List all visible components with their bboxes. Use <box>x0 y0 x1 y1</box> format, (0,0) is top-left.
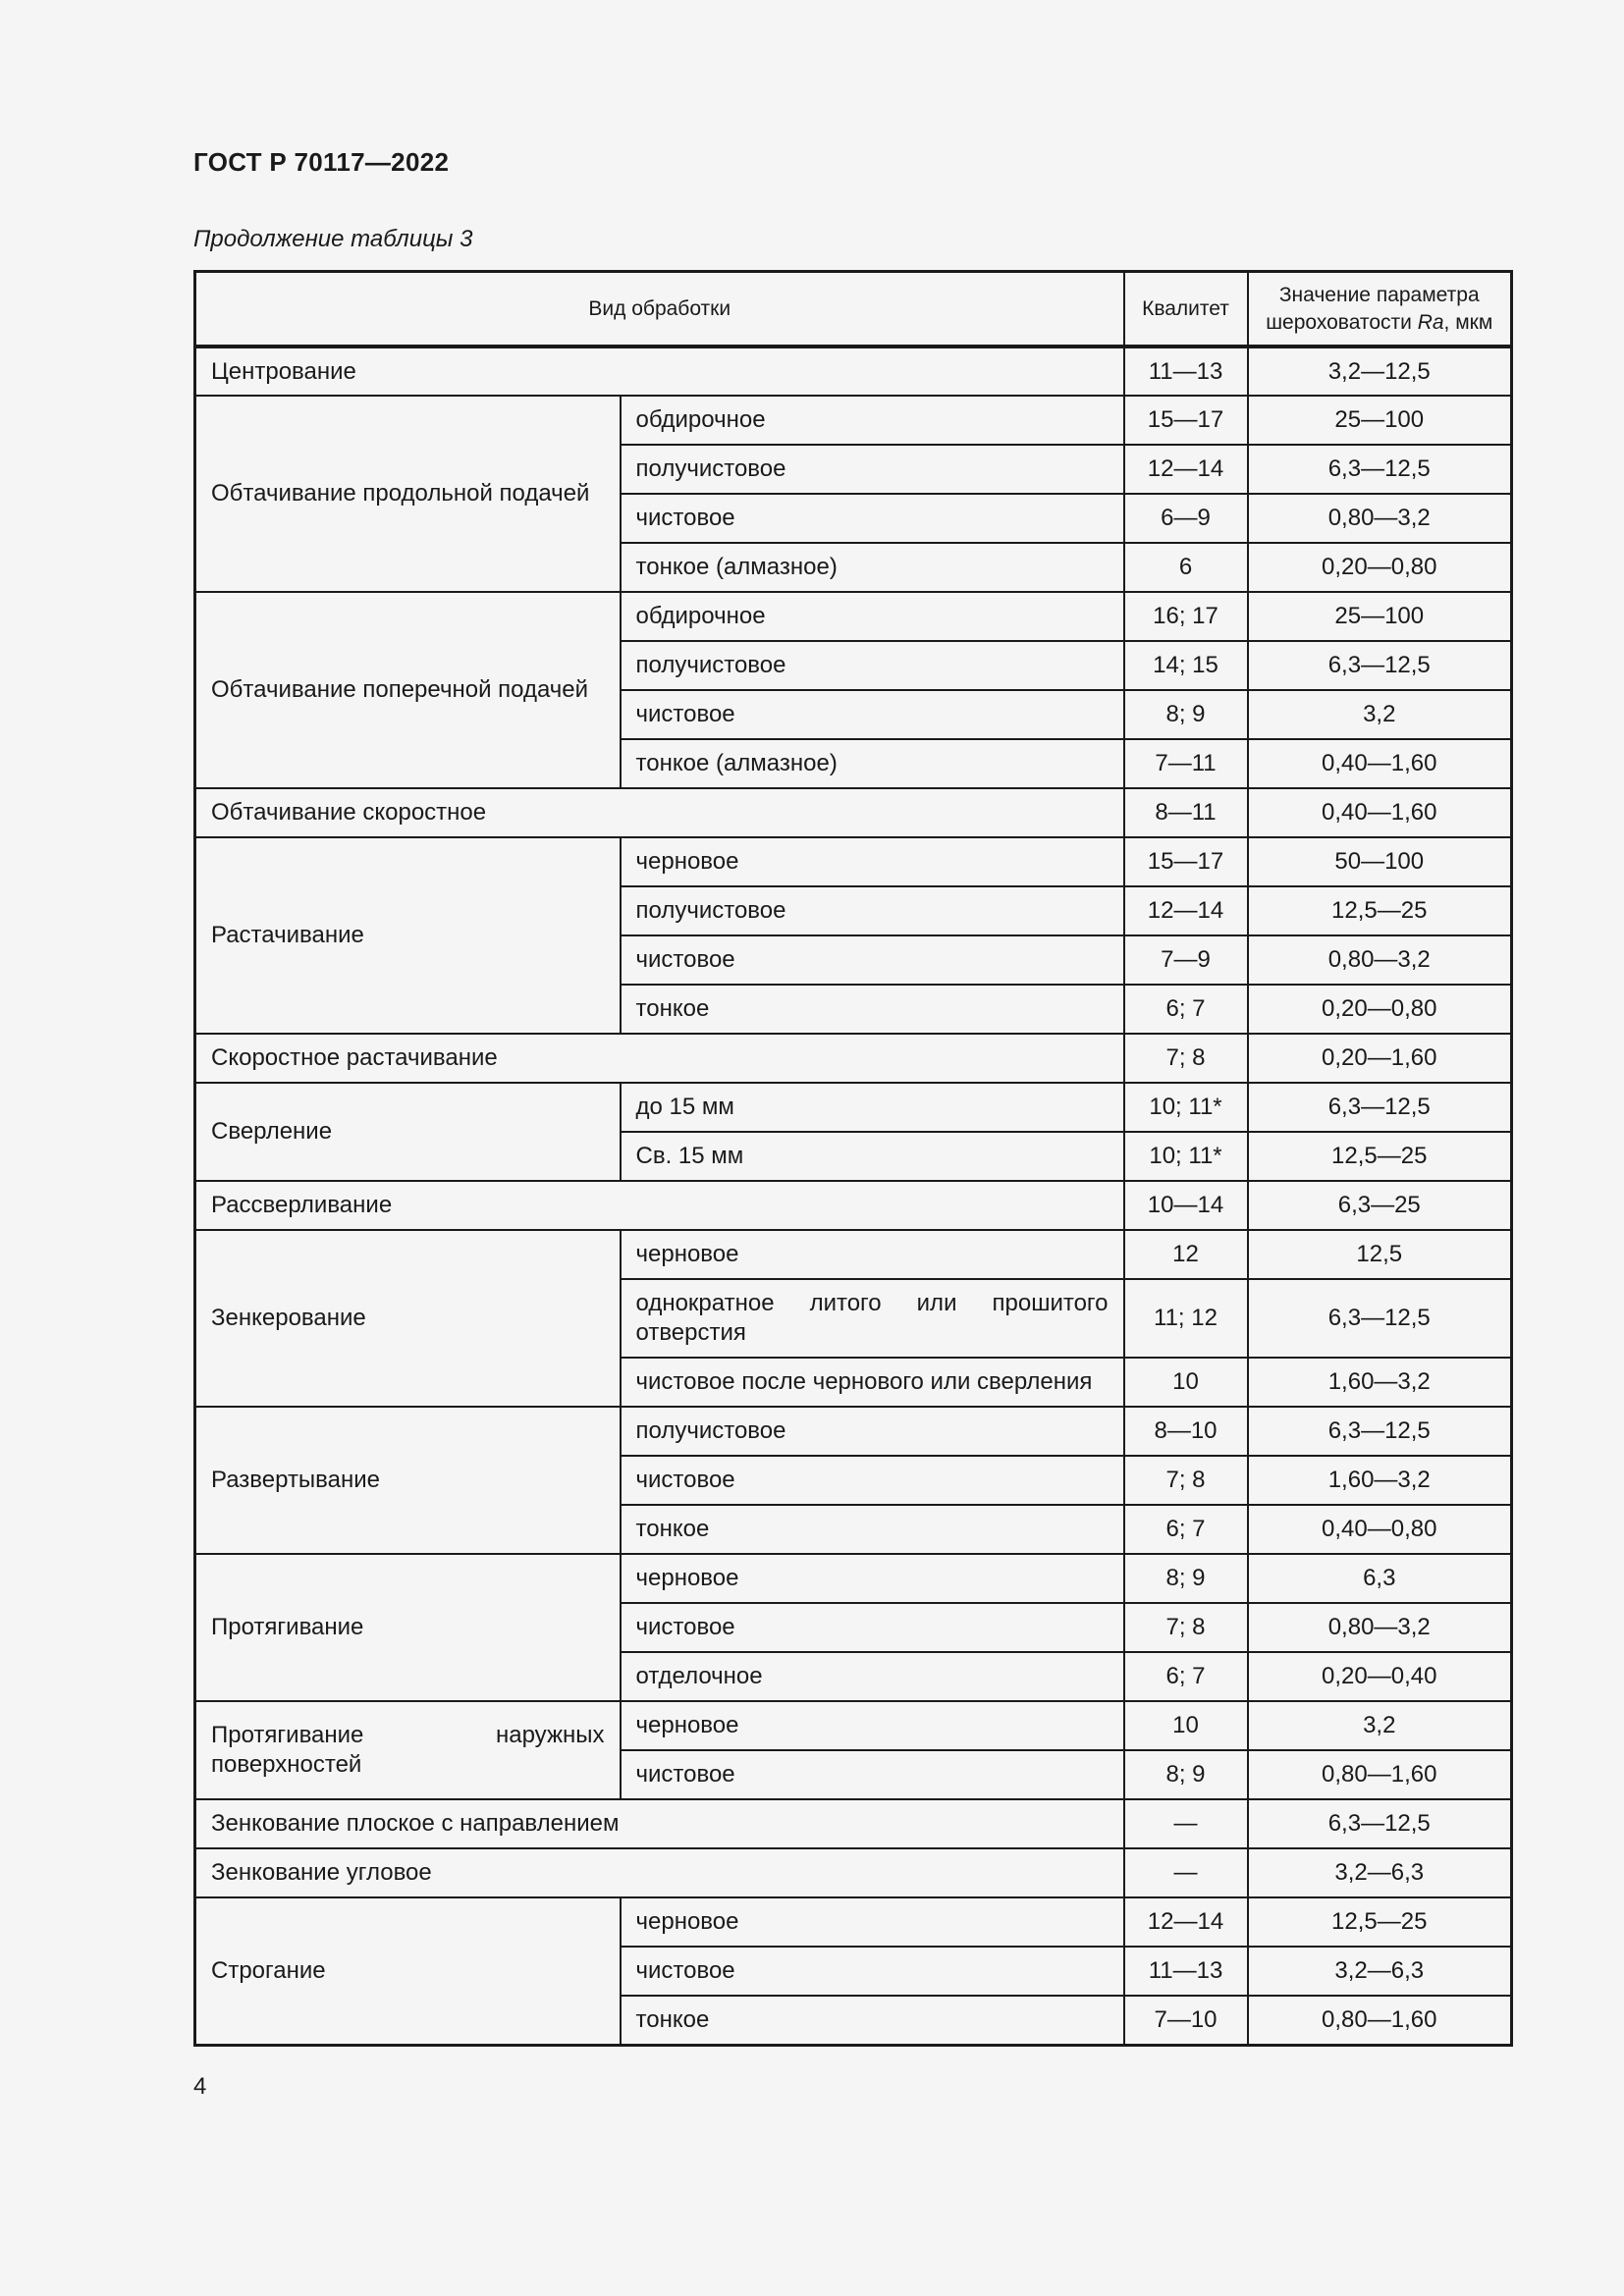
processing-subtype: чистовое <box>621 1456 1124 1505</box>
processing-subtype: тонкое <box>621 985 1124 1034</box>
processing-subtype: тонкое <box>621 1996 1124 2045</box>
processing-subtype: однократное литого или прошитого отверстия <box>621 1279 1124 1358</box>
processing-subtype: чистовое <box>621 690 1124 739</box>
processing-subtype: получистовое <box>621 1407 1124 1456</box>
grade-value: 7—11 <box>1124 739 1248 788</box>
processing-type: Строгание <box>195 1897 621 2045</box>
processing-subtype: чистовое после чернового или сверления <box>621 1358 1124 1407</box>
processing-subtype: обдирочное <box>621 592 1124 641</box>
table-caption: Продолжение таблицы 3 <box>193 226 473 252</box>
roughness-value: 12,5—25 <box>1248 1132 1512 1181</box>
processing-subtype: получистовое <box>621 641 1124 690</box>
processing-type: Зенкование плоское с направлением <box>195 1799 1124 1848</box>
grade-value: 11; 12 <box>1124 1279 1248 1358</box>
page-number: 4 <box>193 2073 207 2100</box>
processing-type: Обтачивание продольной подачей <box>195 396 621 592</box>
roughness-value: 0,80—1,60 <box>1248 1996 1512 2045</box>
table-row <box>195 837 1512 886</box>
grade-value: 12—14 <box>1124 445 1248 494</box>
roughness-value: 0,20—1,60 <box>1248 1034 1512 1083</box>
roughness-value: 6,3—25 <box>1248 1181 1512 1230</box>
roughness-value: 3,2 <box>1248 1701 1512 1750</box>
roughness-value: 3,2—6,3 <box>1248 1947 1512 1996</box>
document-header: ГОСТ Р 70117—2022 <box>193 147 450 177</box>
roughness-value: 3,2—12,5 <box>1248 347 1512 396</box>
roughness-value: 0,80—3,2 <box>1248 1603 1512 1652</box>
header-grade: Квалитет <box>1124 272 1248 347</box>
table-row <box>195 1407 1512 1456</box>
grade-value: 6 <box>1124 543 1248 592</box>
processing-type: Протягивание наружных поверхностей <box>195 1701 621 1799</box>
roughness-value: 6,3—12,5 <box>1248 1407 1512 1456</box>
processing-subtype: чистовое <box>621 1947 1124 1996</box>
grade-value: 10 <box>1124 1701 1248 1750</box>
processing-subtype: чистовое <box>621 935 1124 985</box>
header-processing-type: Вид обработки <box>195 272 1124 347</box>
roughness-value: 0,40—1,60 <box>1248 788 1512 837</box>
processing-subtype: обдирочное <box>621 396 1124 445</box>
roughness-value: 0,40—1,60 <box>1248 739 1512 788</box>
roughness-value: 3,2 <box>1248 690 1512 739</box>
roughness-value: 6,3—12,5 <box>1248 1799 1512 1848</box>
roughness-value: 3,2—6,3 <box>1248 1848 1512 1897</box>
grade-value: 6; 7 <box>1124 1652 1248 1701</box>
table-row <box>195 1897 1512 1947</box>
header-roughness-line1: Значение параметра <box>1278 283 1480 306</box>
roughness-value: 0,80—3,2 <box>1248 935 1512 985</box>
header-roughness <box>1248 272 1512 347</box>
grade-value: 11—13 <box>1124 1947 1248 1996</box>
roughness-value: 1,60—3,2 <box>1248 1456 1512 1505</box>
processing-subtype: получистовое <box>621 886 1124 935</box>
grade-value: 12—14 <box>1124 886 1248 935</box>
processing-type: Обтачивание скоростное <box>195 788 1124 837</box>
processing-subtype: получистовое <box>621 445 1124 494</box>
roughness-value: 0,20—0,40 <box>1248 1652 1512 1701</box>
roughness-value: 0,20—0,80 <box>1248 985 1512 1034</box>
grade-value: 6; 7 <box>1124 1505 1248 1554</box>
grade-value: — <box>1124 1799 1248 1848</box>
processing-subtype: до 15 мм <box>621 1083 1124 1132</box>
processing-type: Центрование <box>195 347 1124 396</box>
roughness-value: 0,80—1,60 <box>1248 1750 1512 1799</box>
table-row <box>195 1701 1512 1750</box>
grade-value: 6—9 <box>1124 494 1248 543</box>
table-row <box>195 1034 1512 1083</box>
grade-value: 12 <box>1124 1230 1248 1279</box>
processing-type: Развертывание <box>195 1407 621 1554</box>
grade-value: 12—14 <box>1124 1897 1248 1947</box>
processing-type: Зенкование угловое <box>195 1848 1124 1897</box>
grade-value: 15—17 <box>1124 396 1248 445</box>
roughness-value: 6,3—12,5 <box>1248 641 1512 690</box>
processing-subtype: чистовое <box>621 1750 1124 1799</box>
table-row <box>195 788 1512 837</box>
grade-value: 8; 9 <box>1124 1554 1248 1603</box>
grade-value: 15—17 <box>1124 837 1248 886</box>
grade-value: 7; 8 <box>1124 1456 1248 1505</box>
processing-subtype: черновое <box>621 1230 1124 1279</box>
processing-subtype: отделочное <box>621 1652 1124 1701</box>
processing-type: Протягивание <box>195 1554 621 1701</box>
processing-subtype: черновое <box>621 837 1124 886</box>
processing-type: Рассверливание <box>195 1181 1124 1230</box>
table-row <box>195 1230 1512 1279</box>
processing-type: Скоростное растачивание <box>195 1034 1124 1083</box>
roughness-table <box>193 270 1513 2047</box>
roughness-value: 12,5—25 <box>1248 886 1512 935</box>
table-row <box>195 1799 1512 1848</box>
roughness-value: 6,3—12,5 <box>1248 445 1512 494</box>
processing-type: Зенкерование <box>195 1230 621 1407</box>
table-row <box>195 1848 1512 1897</box>
table-row <box>195 592 1512 641</box>
roughness-value: 0,20—0,80 <box>1248 543 1512 592</box>
roughness-value: 1,60—3,2 <box>1248 1358 1512 1407</box>
grade-value: 14; 15 <box>1124 641 1248 690</box>
roughness-value: 25—100 <box>1248 396 1512 445</box>
roughness-value: 12,5—25 <box>1248 1897 1512 1947</box>
grade-value: 6; 7 <box>1124 985 1248 1034</box>
roughness-value: 12,5 <box>1248 1230 1512 1279</box>
grade-value: 8; 9 <box>1124 690 1248 739</box>
processing-type: Обтачивание поперечной подачей <box>195 592 621 788</box>
processing-subtype: тонкое (алмазное) <box>621 739 1124 788</box>
processing-subtype: черновое <box>621 1701 1124 1750</box>
processing-subtype: чистовое <box>621 1603 1124 1652</box>
grade-value: 10—14 <box>1124 1181 1248 1230</box>
grade-value: 7; 8 <box>1124 1034 1248 1083</box>
roughness-value: 6,3 <box>1248 1554 1512 1603</box>
grade-value: 8—11 <box>1124 788 1248 837</box>
roughness-value: 6,3—12,5 <box>1248 1279 1512 1358</box>
header-roughness-unit: , мкм <box>1443 310 1493 334</box>
roughness-value: 25—100 <box>1248 592 1512 641</box>
roughness-value: 0,80—3,2 <box>1248 494 1512 543</box>
grade-value: — <box>1124 1848 1248 1897</box>
table-row <box>195 396 1512 445</box>
ra-symbol: Ra <box>1417 310 1444 334</box>
processing-subtype: Св. 15 мм <box>621 1132 1124 1181</box>
table-row <box>195 1554 1512 1603</box>
header-roughness-pre: шероховатости <box>1266 310 1412 334</box>
processing-subtype: черновое <box>621 1897 1124 1947</box>
grade-value: 10 <box>1124 1358 1248 1407</box>
grade-value: 10; 11* <box>1124 1132 1248 1181</box>
grade-value: 8; 9 <box>1124 1750 1248 1799</box>
processing-subtype: тонкое <box>621 1505 1124 1554</box>
roughness-value: 50—100 <box>1248 837 1512 886</box>
roughness-value: 6,3—12,5 <box>1248 1083 1512 1132</box>
processing-subtype: тонкое (алмазное) <box>621 543 1124 592</box>
grade-value: 11—13 <box>1124 347 1248 396</box>
processing-type: Растачивание <box>195 837 621 1034</box>
grade-value: 8—10 <box>1124 1407 1248 1456</box>
processing-subtype: чистовое <box>621 494 1124 543</box>
grade-value: 10; 11* <box>1124 1083 1248 1132</box>
processing-type: Сверление <box>195 1083 621 1181</box>
table-header-row <box>195 272 1512 347</box>
roughness-value: 0,40—0,80 <box>1248 1505 1512 1554</box>
table-row <box>195 347 1512 396</box>
grade-value: 7—9 <box>1124 935 1248 985</box>
processing-subtype: черновое <box>621 1554 1124 1603</box>
grade-value: 7—10 <box>1124 1996 1248 2045</box>
grade-value: 16; 17 <box>1124 592 1248 641</box>
table-row <box>195 1181 1512 1230</box>
table-row <box>195 1083 1512 1132</box>
grade-value: 7; 8 <box>1124 1603 1248 1652</box>
